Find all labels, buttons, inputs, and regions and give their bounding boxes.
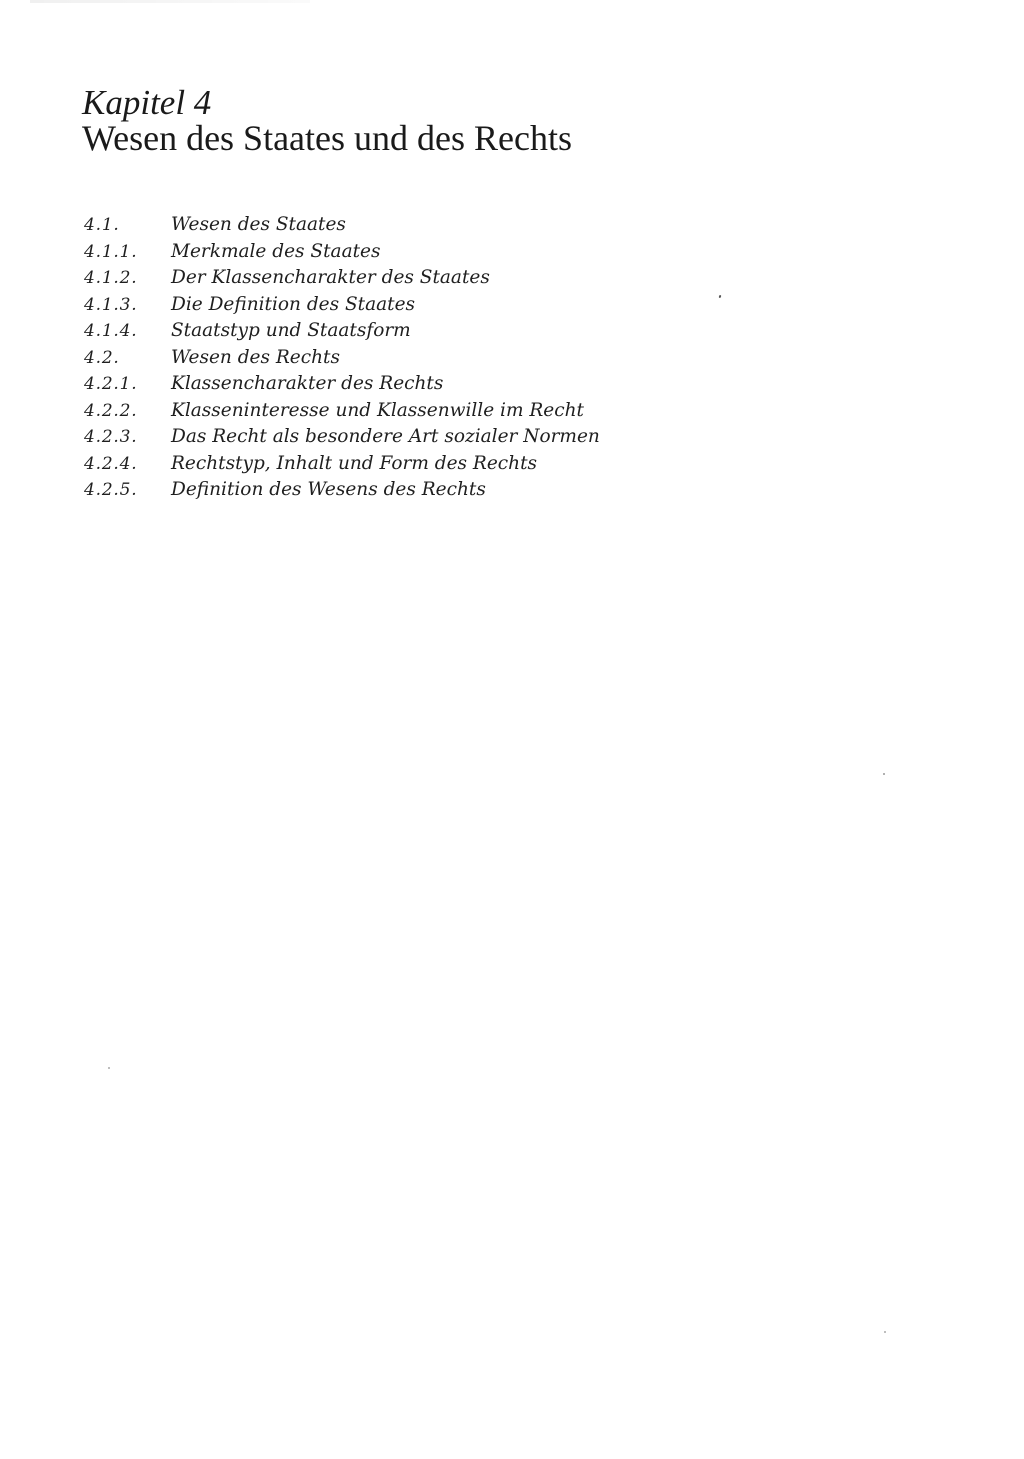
toc-entry-title: Definition des Wesens des Rechts [171,479,486,500]
toc-entry-number: 4.2.1. [84,374,138,394]
toc-entry-number: 4.1.1. [84,241,138,262]
toc-entry [84,214,724,241]
toc-entry-title: Staatstyp und Staatsform [171,320,411,341]
table-of-contents [84,214,724,506]
toc-entry-title: Merkmale des Staates [171,240,381,262]
toc-entry [84,241,724,268]
scan-speck [108,1067,110,1069]
toc-entry-number: 4.1.3. [84,294,138,315]
scan-speck [884,1331,886,1333]
toc-entry [84,320,724,347]
toc-entry [84,400,724,427]
chapter-label: Kapitel 4 [82,83,212,122]
toc-entry-number: 4.2.3. [84,427,138,447]
toc-entry-title: Rechtstyp, Inhalt und Form des Rechts [171,452,537,474]
toc-entry-number: 4.2.5. [84,480,138,500]
scan-speck [883,773,885,775]
toc-entry-title: Klassencharakter des Rechts [171,373,444,394]
toc-entry-number: 4.2. [84,347,120,368]
toc-entry [84,347,724,374]
toc-entry-title: Wesen des Rechts [171,346,340,368]
toc-entry-number: 4.1. [84,215,120,235]
toc-entry-number: 4.1.4. [84,321,138,341]
toc-entry [84,453,724,480]
toc-entry [84,294,724,321]
toc-entry [84,479,724,506]
chapter-title: Wesen des Staates und des Rechts [82,118,572,158]
scan-smudge [30,0,310,3]
toc-entry-title: Die Definition des Staates [171,293,416,315]
toc-entry-title: Der Klassencharakter des Staates [171,267,490,288]
toc-entry [84,267,724,294]
toc-entry-number: 4.1.2. [84,268,138,288]
toc-entry-title: Wesen des Staates [171,214,346,235]
toc-entry-title: Klasseninteresse und Klassenwille im Recht [171,399,584,421]
toc-entry [84,373,724,400]
toc-entry-title: Das Recht als besondere Art sozialer Normen [171,426,600,447]
toc-entry-number: 4.2.2. [84,400,138,421]
toc-entry-number: 4.2.4. [84,453,138,474]
toc-entry [84,426,724,453]
